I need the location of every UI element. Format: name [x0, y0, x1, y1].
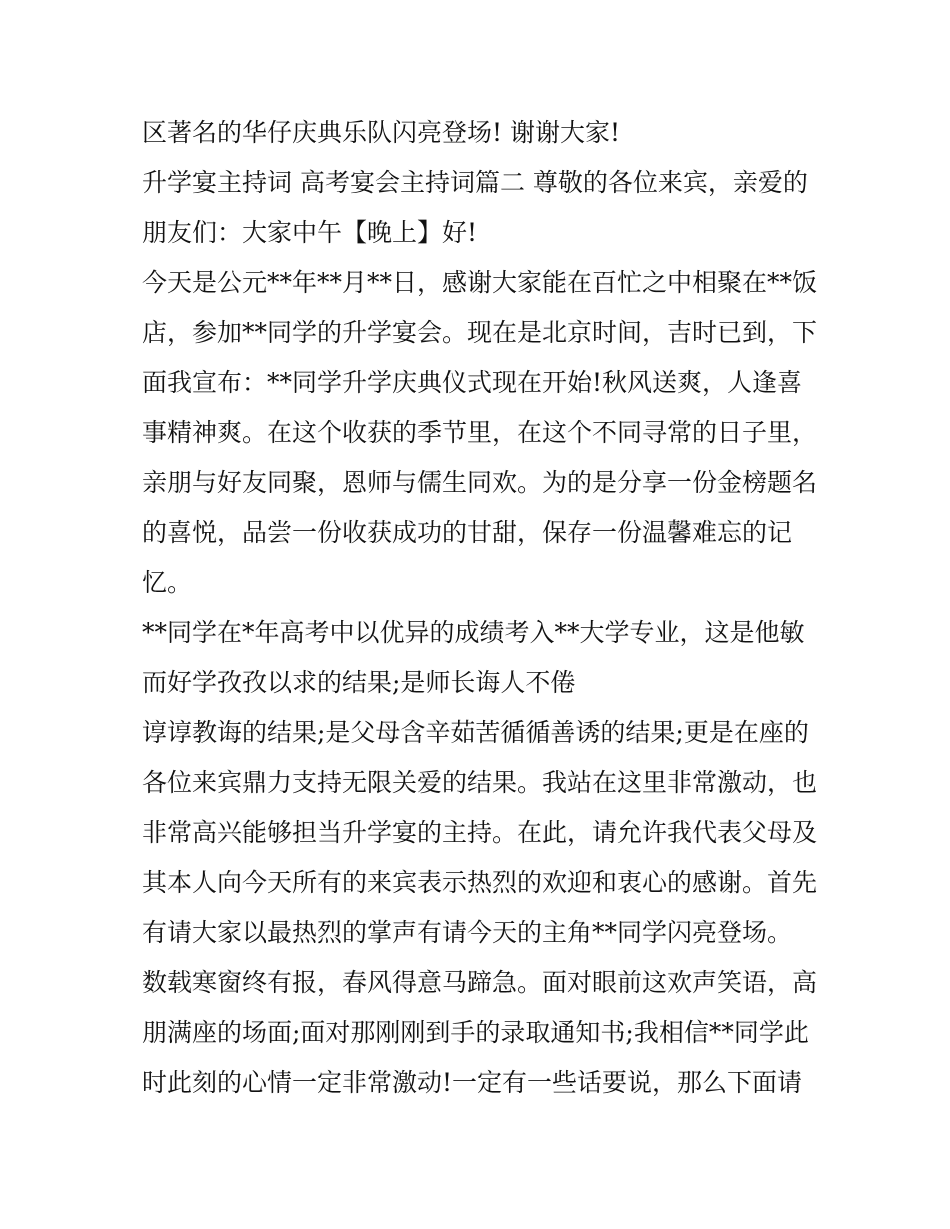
text-line: 升学宴主持词 高考宴会主持词篇二 尊敬的各位来宾，亲爱的: [142, 168, 808, 197]
text-line: 而好学孜孜以求的结果;是师长诲人不倦: [142, 668, 576, 697]
text-line: 其本人向今天所有的来宾表示热烈的欢迎和衷心的感谢。首先: [142, 868, 818, 897]
text-line: 各位来宾鼎力支持无限关爱的结果。我站在这里非常激动，也: [142, 768, 818, 797]
text-line: 非常高兴能够担当升学宴的主持。在此，请允许我代表父母及: [142, 818, 818, 847]
text-line: 店，参加**同学的升学宴会。现在是北京时间，吉时已到，下: [142, 318, 818, 347]
text-line: 的喜悦，品尝一份收获成功的甘甜，保存一份温馨难忘的记: [142, 518, 793, 547]
text-line: 数载寒窗终有报，春风得意马蹄急。面对眼前这欢声笑语，高: [142, 968, 818, 997]
text-line: 面我宣布：**同学升学庆典仪式现在开始!秋风送爽，人逢喜: [142, 368, 803, 397]
text-line: 今天是公元**年**月**日，感谢大家能在百忙之中相聚在**饭: [142, 268, 818, 297]
text-line: 事精神爽。在这个收获的季节里，在这个不同寻常的日子里，: [142, 418, 818, 447]
document-body: [142, 108, 822, 1108]
text-line: 朋满座的场面;面对那刚刚到手的录取通知书;我相信**同学此: [142, 1018, 809, 1047]
text-line: 时此刻的心情一定非常激动!一定有一些话要说，那么下面请: [142, 1068, 803, 1097]
text-line: 谆谆教诲的结果;是父母含辛茹苦循循善诱的结果;更是在座的: [142, 718, 809, 747]
text-line: 忆。: [142, 568, 193, 597]
text-line: 朋友们：大家中午【晚上】好!: [142, 218, 478, 247]
text-line: **同学在*年高考中以优异的成绩考入**大学专业，这是他敏: [142, 618, 805, 647]
text-line: 区著名的华仔庆典乐队闪亮登场! 谢谢大家!: [142, 118, 621, 147]
text-line: 有请大家以最热烈的掌声有请今天的主角**同学闪亮登场。: [142, 918, 793, 947]
text-line: 亲朋与好友同聚，恩师与儒生同欢。为的是分享一份金榜题名: [142, 468, 818, 497]
